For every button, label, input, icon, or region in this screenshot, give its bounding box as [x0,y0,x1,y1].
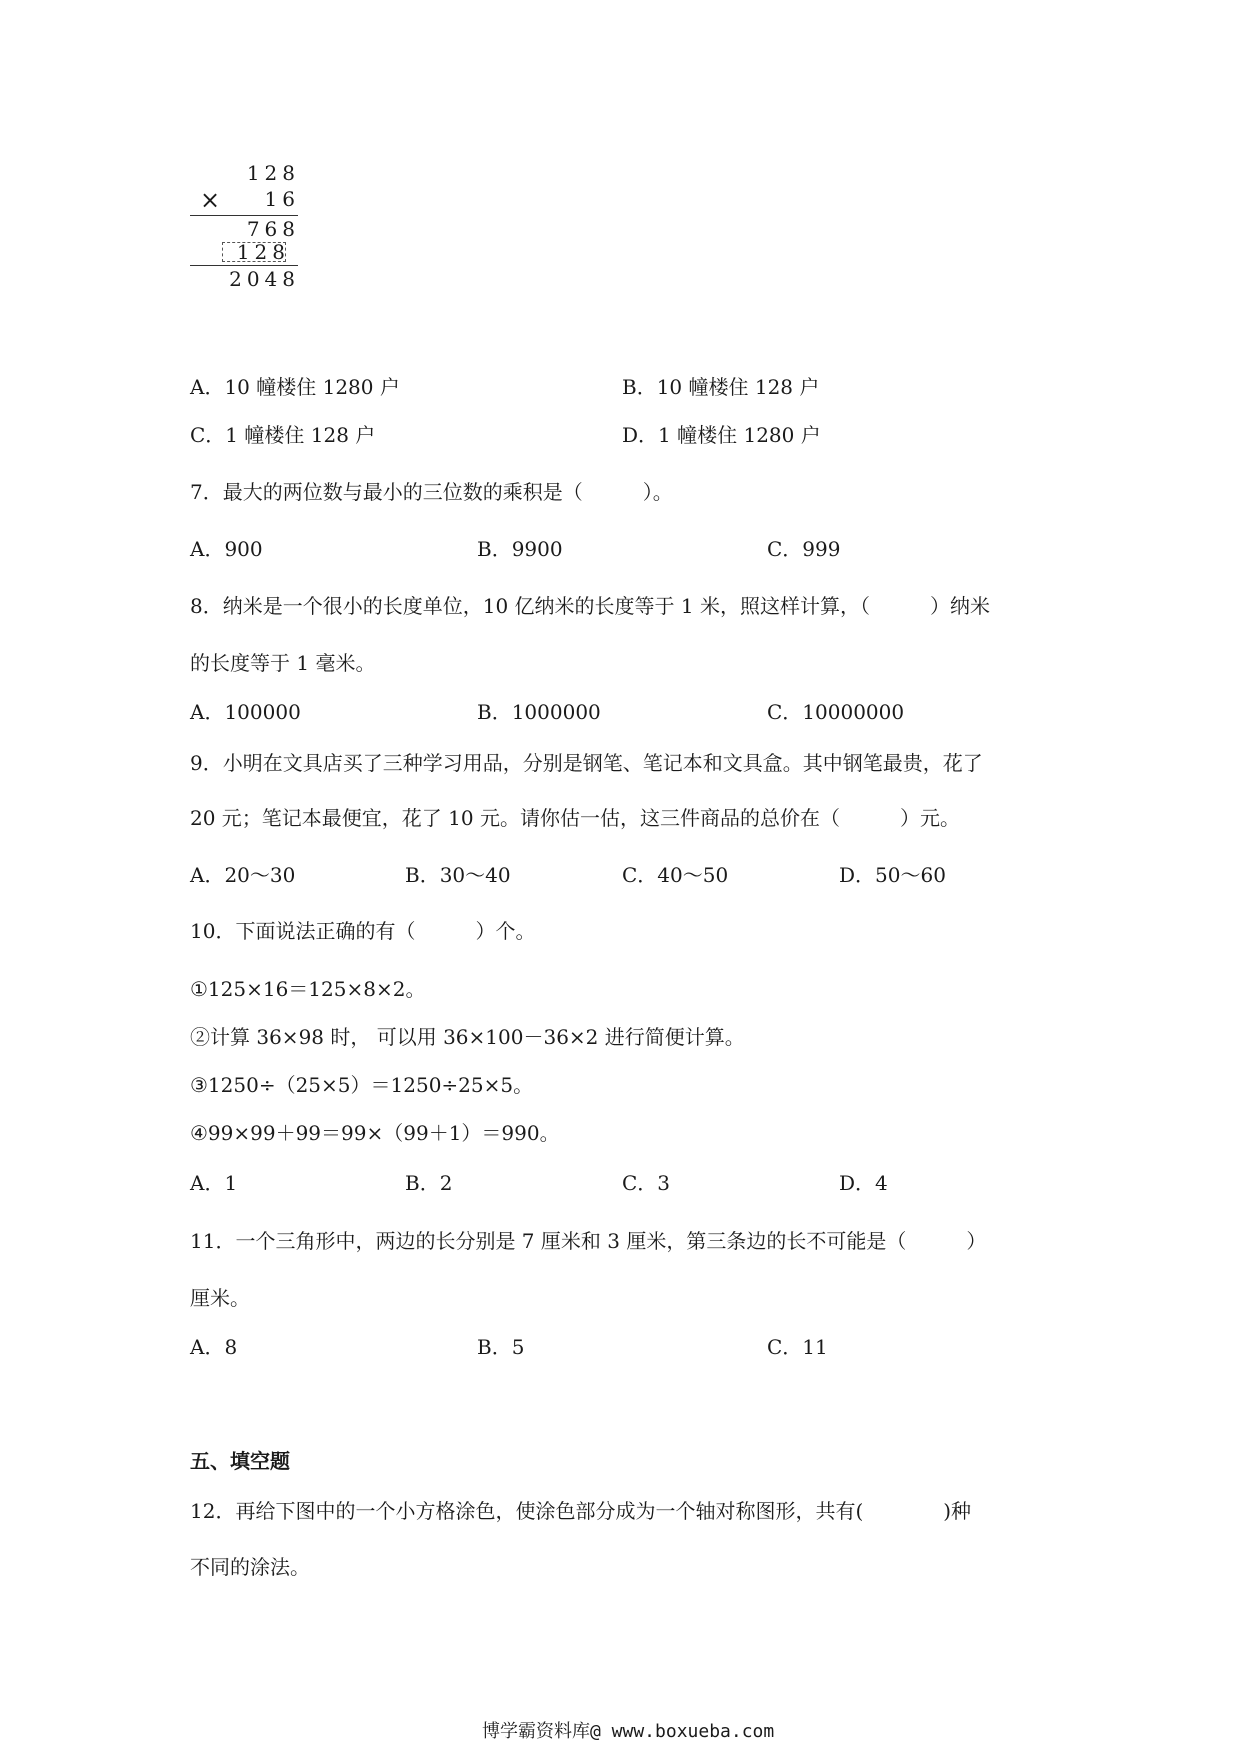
q10-option-d: D．4 [839,1171,888,1195]
q7-option-a: A．900 [190,537,263,561]
q9-option-a: A．20～30 [190,863,296,887]
q8-option-a: A．100000 [190,700,301,724]
q6-option-b: B．10 幢楼住 128 户 [622,375,820,399]
q8-option-c: C．10000000 [767,700,905,724]
q10-statement-1: ①125×16＝125×8×2。 [190,977,426,1001]
q10-statement-2: ②计算 36×98 时， 可以用 36×100－36×2 进行简便计算。 [190,1025,745,1049]
q9-option-b: B．30～40 [405,863,511,887]
q6-option-a: A．10 幢楼住 1280 户 [190,375,400,399]
q9-option-d: D．50～60 [839,863,946,887]
calc-result: 2048 [229,267,300,291]
q11-option-b: B．5 [477,1335,525,1359]
multiplication-figure [190,162,310,302]
calc-line-2 [190,265,298,266]
q9-option-c: C．40～50 [622,863,729,887]
q11-stem-line-2: 厘米。 [190,1286,250,1310]
q10-statement-3: ③1250÷（25×5）＝1250÷25×5。 [190,1073,534,1097]
calc-partial-2: 128 [236,240,290,264]
q9-stem-line-1: 9．小明在文具店买了三种学习用品，分别是钢笔、笔记本和文具盒。其中钢笔最贵，花了 [190,751,983,775]
q10-statement-4: ④99×99＋99＝99×（99＋1）＝990。 [190,1121,560,1145]
calc-multiplicand: 128 [246,161,300,185]
q11-option-a: A．8 [190,1335,238,1359]
q10-option-b: B．2 [405,1171,453,1195]
footer-watermark: 博学霸资料库@ www.boxueba.com [482,1721,775,1742]
q11-stem-line-1: 11．一个三角形中，两边的长分别是 7 厘米和 3 厘米，第三条边的长不可能是（ ） [190,1229,987,1253]
q8-stem-line-1: 8．纳米是一个很小的长度单位，10 亿纳米的长度等于 1 米，照这样计算，（ ）纳米 [190,594,990,618]
q8-stem-line-2: 的长度等于 1 毫米。 [190,651,376,675]
q8-option-b: B．1000000 [477,700,601,724]
q10-stem: 10．下面说法正确的有（ ）个。 [190,919,536,943]
q7-option-c: C．999 [767,537,841,561]
q9-stem-line-2: 20 元；笔记本最便宜，花了 10 元。请你估一估，这三件商品的总价在（ ）元。 [190,806,960,830]
calc-line-1 [190,215,298,216]
q7-stem: 7．最大的两位数与最小的三位数的乘积是（ ）。 [190,480,673,504]
times-sign: × [200,186,226,214]
q10-option-a: A．1 [190,1171,238,1195]
q6-option-c: C．1 幢楼住 128 户 [190,423,376,447]
calc-partial-1: 768 [246,217,300,241]
q12-stem-line-2: 不同的涂法。 [190,1555,310,1579]
q7-option-b: B．9900 [477,537,563,561]
q12-stem-line-1: 12．再给下图中的一个小方格涂色，使涂色部分成为一个轴对称图形，共有( )种 [190,1499,972,1523]
calc-multiplier: 16 [264,187,300,211]
section-title-fill-in: 五、填空题 [190,1449,290,1473]
q11-option-c: C．11 [767,1335,828,1359]
q6-option-d: D．1 幢楼住 1280 户 [622,423,821,447]
q10-option-c: C．3 [622,1171,671,1195]
